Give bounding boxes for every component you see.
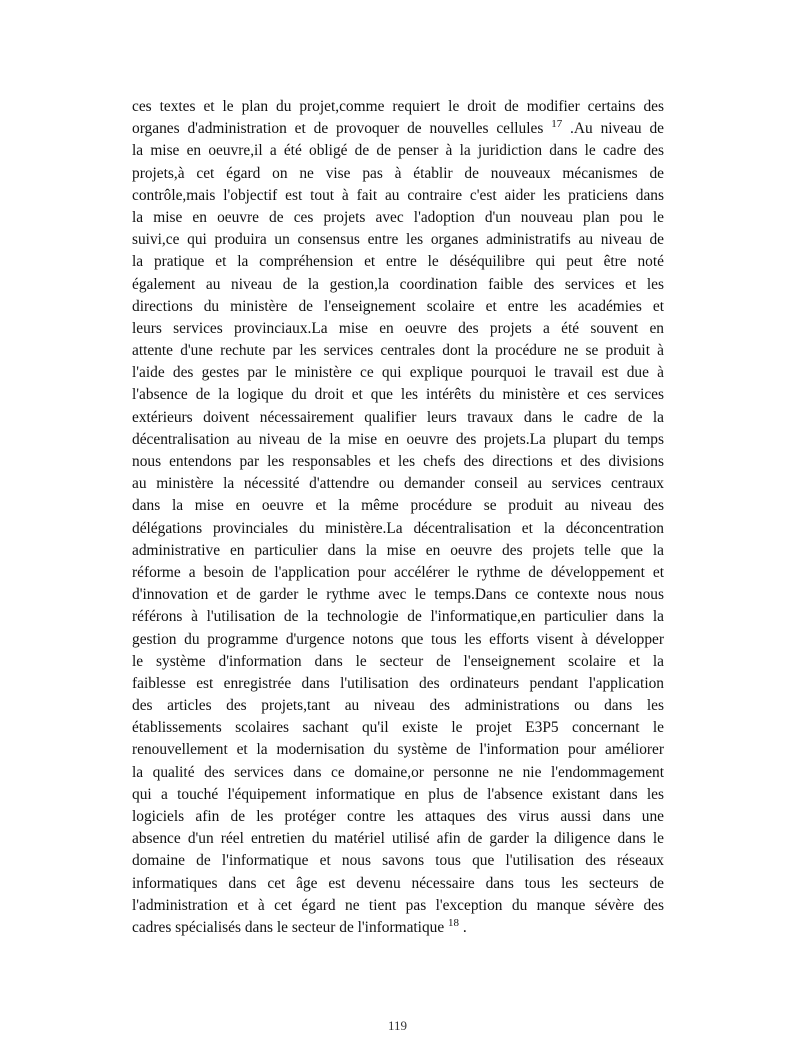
text-line: dans la mise en oeuvre et la même procédure se produit au niveau des — [132, 497, 664, 515]
text-line: la mise en oeuvre,il a été obligé de de penser à la juridiction dans le cadre des — [132, 142, 664, 160]
text-line: établissements scolaires sachant qu'il existe le projet E3P5 concernant le — [132, 719, 664, 737]
text-segment: cadres spécialisés dans le secteur de l'informatique — [132, 918, 445, 936]
text-line: domaine de l'informatique et nous savons tous que l'utilisation des réseaux — [132, 852, 664, 870]
text-line: suivi,ce qui produira un consensus entre les organes administratifs au niveau de — [132, 231, 664, 249]
text-segment: . — [459, 918, 467, 936]
text-line: la mise en oeuvre de ces projets avec l'adoption d'un nouveau plan pou le — [132, 208, 664, 226]
text-line: décentralisation au niveau de la mise en oeuvre des projets.La plupart du temps — [132, 430, 664, 448]
text-line: référons à l'utilisation de la technologie de l'informatique,en particulier dans la — [132, 608, 664, 626]
text-line: la pratique et la compréhension et entre le déséquilibre qui peut être noté — [132, 253, 664, 271]
text-line: nous entendons par les responsables et les chefs des directions et des divisions — [132, 453, 664, 470]
text-line — [132, 118, 664, 140]
text-line: délégations provinciales du ministère.La décentralisation et la déconcentration — [132, 519, 664, 537]
text-line: logiciels afin de les protéger contre les attaques des virus aussi dans une — [132, 808, 664, 825]
text-line: d'innovation et de garder le rythme avec le temps.Dans ce contexte nous nous — [132, 586, 664, 604]
footnote-marker: 17 — [551, 118, 563, 131]
text-line: informatiques dans cet âge est devenu nécessaire dans tous les secteurs de — [132, 874, 664, 892]
text-line: réforme a besoin de l'application pour accélérer le rythme de développement et — [132, 563, 664, 581]
text-line: directions du ministère de l'enseignement scolaire et entre les académies et — [132, 297, 664, 315]
text-line: gestion du programme d'urgence notons que tous les efforts visent à développer — [132, 630, 664, 648]
text-line: l'aide des gestes par le ministère ce qui explique pourquoi le travail est due à — [132, 364, 664, 382]
text-line: le système d'information dans le secteur de l'enseignement scolaire et la — [132, 652, 664, 670]
text-line: la qualité des services dans ce domaine,or personne ne nie l'endommagement — [132, 763, 664, 781]
text-line: des articles des projets,tant au niveau des administrations ou dans les — [132, 697, 664, 715]
text-line: projets,à cet égard on ne vise pas à établir de nouveaux mécanismes de — [132, 164, 664, 182]
text-line: l'administration et à cet égard ne tient pas l'exception du manque sévère des — [132, 896, 664, 914]
text-segment: organes d'administration et de provoquer de nouvelles cellules — [132, 120, 544, 138]
text-segment: .Au niveau de — [562, 120, 664, 138]
text-line: attente d'une rechute par les services centrales dont la procédure ne se produit à — [132, 342, 664, 360]
text-line: l'absence de la logique du droit et que les intérêts du ministère et ces services — [132, 386, 664, 404]
text-line: absence d'un réel entretien du matériel utilisé afin de garder la diligence dans le — [132, 830, 664, 848]
body-paragraph — [132, 96, 664, 939]
text-line: renouvellement et la modernisation du système de l'information pour améliorer — [132, 741, 664, 759]
text-line: administrative en particulier dans la mise en oeuvre des projets telle que la — [132, 541, 664, 559]
text-line: extérieurs doivent nécessairement qualifier leurs travaux dans le cadre de la — [132, 408, 664, 426]
text-line: également au niveau de la gestion,la coordination faible des services et les — [132, 275, 664, 293]
text-line: au ministère la nécessité d'attendre ou demander conseil au services centraux — [132, 475, 664, 493]
text-line: contrôle,mais l'objectif est tout à fait au contraire c'est aider les praticiens dans — [132, 186, 664, 204]
text-line: leurs services provinciaux.La mise en oeuvre des projets a été souvent en — [132, 319, 664, 337]
footnote-marker: 18 — [448, 916, 460, 929]
text-line: qui a touché l'équipement informatique en plus de l'absence existant dans les — [132, 785, 664, 803]
page-number: 119 — [387, 1018, 408, 1033]
text-line — [132, 917, 664, 939]
text-line: ces textes et le plan du projet,comme requiert le droit de modifier certains des — [132, 98, 664, 115]
text-line: faiblesse est enregistrée dans l'utilisation des ordinateurs pendant l'application — [132, 674, 664, 692]
